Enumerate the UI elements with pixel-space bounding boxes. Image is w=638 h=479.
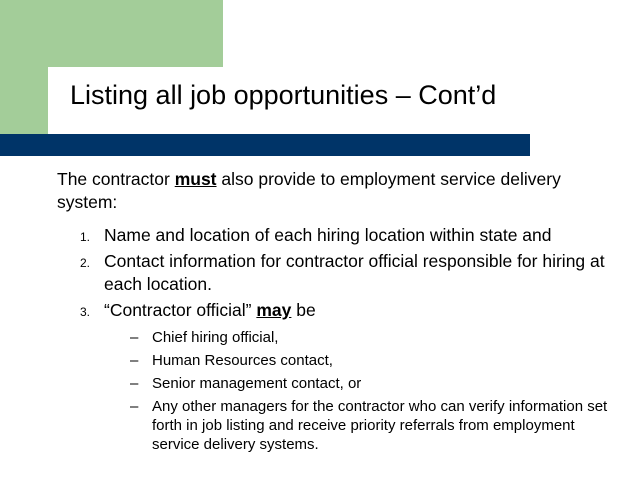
- sub-list-item: [104, 351, 618, 370]
- item-text: Contact information for contractor official responsible for hiring at each location.: [104, 251, 605, 294]
- item-text-start: “Contractor official”: [104, 300, 257, 320]
- item-number: 3.: [80, 305, 91, 319]
- intro-text-end: also provide to employment service delivery system:: [57, 169, 561, 212]
- list-item: [68, 224, 618, 247]
- slide-title: Listing all job opportunities – Cont’d: [70, 80, 497, 110]
- numbered-list: [68, 224, 618, 458]
- dash-bullet: –: [130, 398, 139, 415]
- sub-list-item: [104, 374, 618, 393]
- title-underline-bar: [0, 134, 530, 156]
- intro-text-start: The contractor: [57, 169, 175, 189]
- item-text: Name and location of each hiring location within state and: [104, 225, 552, 245]
- sub-list-item: [104, 328, 618, 347]
- sub-list-item: [104, 397, 618, 454]
- intro-paragraph: [57, 168, 617, 214]
- sub-item-text: Human Resources contact,: [152, 352, 333, 369]
- sub-item-text: Any other managers for the contractor who can verify information set forth in job listing and receive priority referrals from employment service delivery systems.: [152, 398, 608, 453]
- dash-bullet: –: [130, 329, 139, 346]
- sub-list: [104, 328, 618, 454]
- sub-item-text: Chief hiring official,: [152, 329, 279, 346]
- item-text-end: be: [291, 300, 316, 320]
- list-item: [68, 299, 618, 454]
- item-number: 1.: [80, 230, 91, 244]
- list-item: [68, 250, 618, 296]
- item-number: 2.: [80, 256, 91, 270]
- item-emphasis: may: [256, 300, 292, 320]
- dash-bullet: –: [130, 352, 139, 369]
- dash-bullet: –: [130, 375, 139, 392]
- sub-item-text: Senior management contact, or: [152, 375, 362, 392]
- intro-emphasis: must: [174, 169, 217, 189]
